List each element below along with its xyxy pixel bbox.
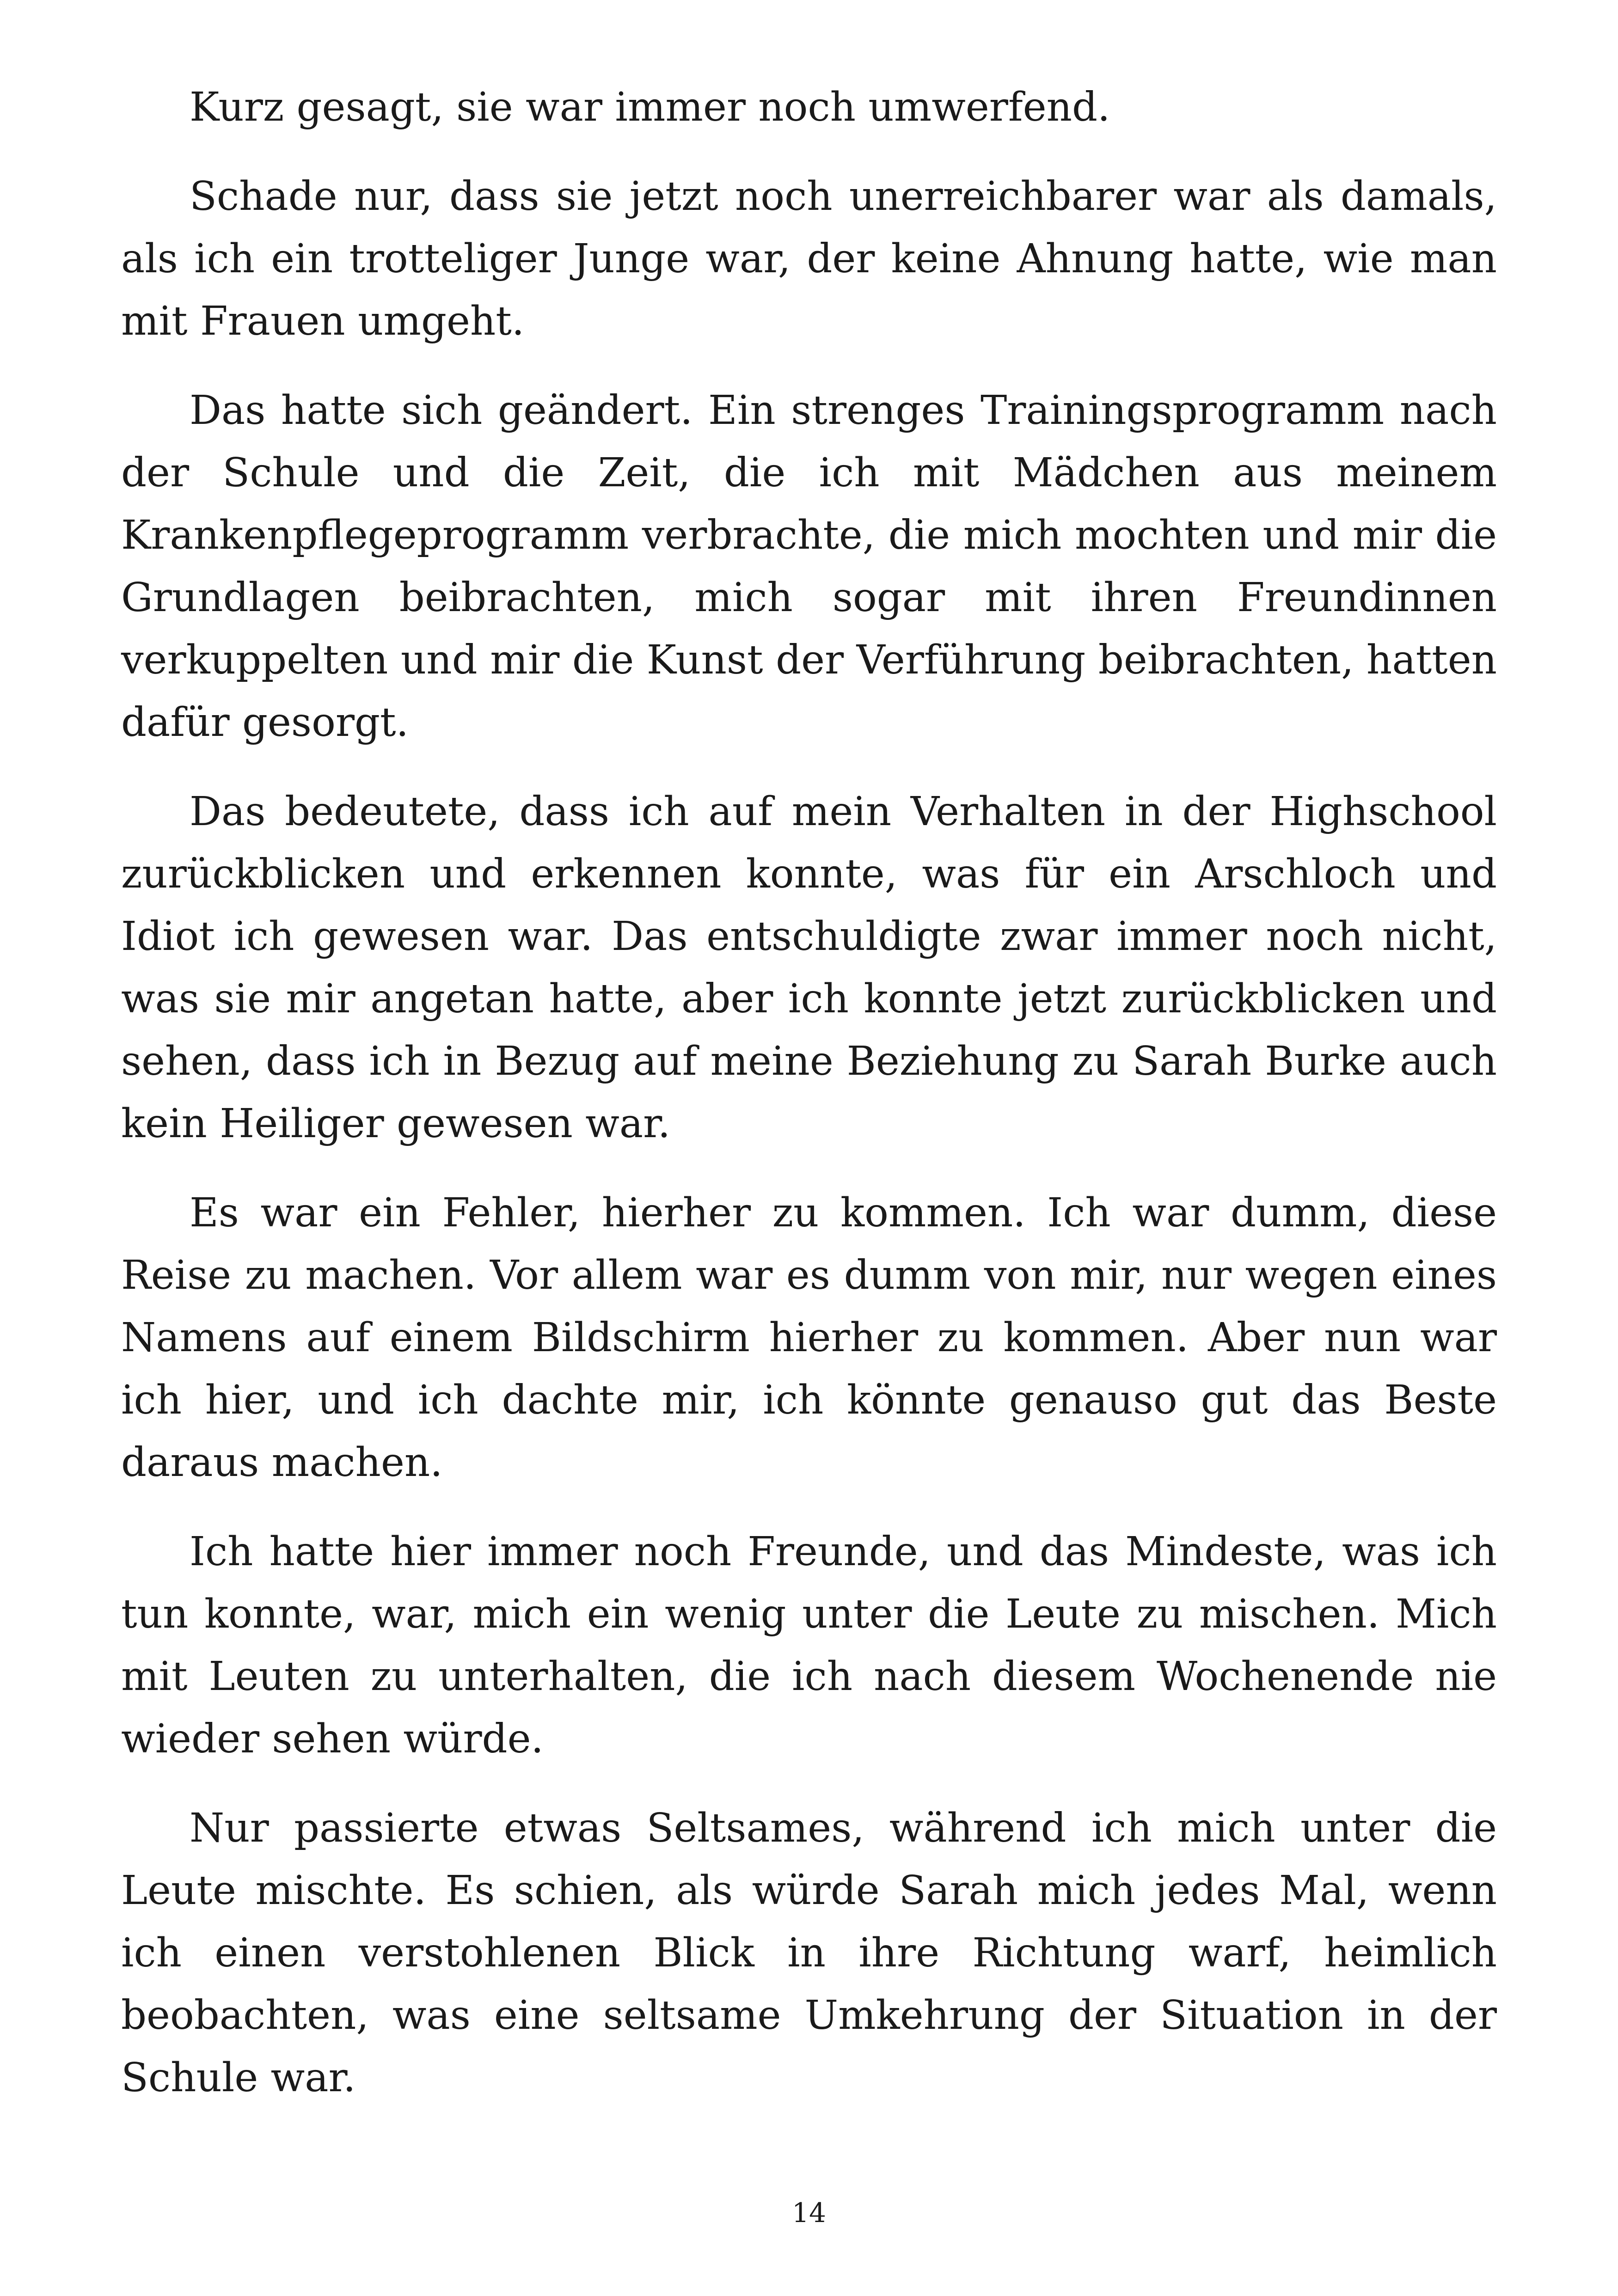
paragraph-4: Das bedeutete, dass ich auf mein Verhalten in der Highschool zurückblicken und erkennen konnte, was für ein Arschloch und Idiot ich gewesen war. Das entschuldigte zwar immer noch nicht, was sie mir angetan hatte, aber ich konnte jetzt zurückblicken und sehen, dass ich in Bezug auf meine Beziehung zu Sarah Burke auch kein Heiliger gewesen war. xyxy=(121,789,1497,1147)
paragraph-7: Nur passierte etwas Seltsames, während ich mich unter die Leute mischte. Es schien, als würde Sarah mich jedes Mal, wenn ich einen verstohlenen Blick in ihre Richtung warf, heimlich beobachten, was eine seltsame Umkehrung der Situation in der Schule war. xyxy=(121,1805,1497,2101)
paragraph-3: Das hatte sich geändert. Ein strenges Trainingsprogramm nach der Schule und die Zeit, die ich mit Mädchen aus meinem Krankenpflegeprogramm verbrachte, die mich mochten und mir die Grundlagen beibrachten, mich sogar mit ihren Freundinnen verkuppelten und mir die Kunst der Verführung beibrachten, hatten dafür gesorgt. xyxy=(121,387,1497,746)
paragraph-1: Kurz gesagt, sie war immer noch umwerfend. xyxy=(190,84,1110,130)
paragraph-5: Es war ein Fehler, hierher zu kommen. Ich war dumm, diese Reise zu machen. Vor allem war es dumm von mir, nur wegen eines Namens auf einem Bildschirm hierher zu kommen. Aber nun war ich hier, und ich dachte mir, ich könnte genauso gut das Beste daraus machen. xyxy=(121,1190,1497,1486)
page-body xyxy=(121,76,1497,2136)
page-number: 14 xyxy=(792,2197,826,2229)
paragraph-2: Schade nur, dass sie jetzt noch unerreichbarer war als damals, als ich ein trotteliger Junge war, der keine Ahnung hatte, wie man mit Frauen umgeht. xyxy=(121,173,1497,344)
paragraph-6: Ich hatte hier immer noch Freunde, und das Mindeste, was ich tun konnte, war, mich ein wenig unter die Leute zu mischen. Mich mit Leuten zu unterhalten, die ich nach diesem Wochenende nie wieder sehen würde. xyxy=(121,1529,1497,1762)
